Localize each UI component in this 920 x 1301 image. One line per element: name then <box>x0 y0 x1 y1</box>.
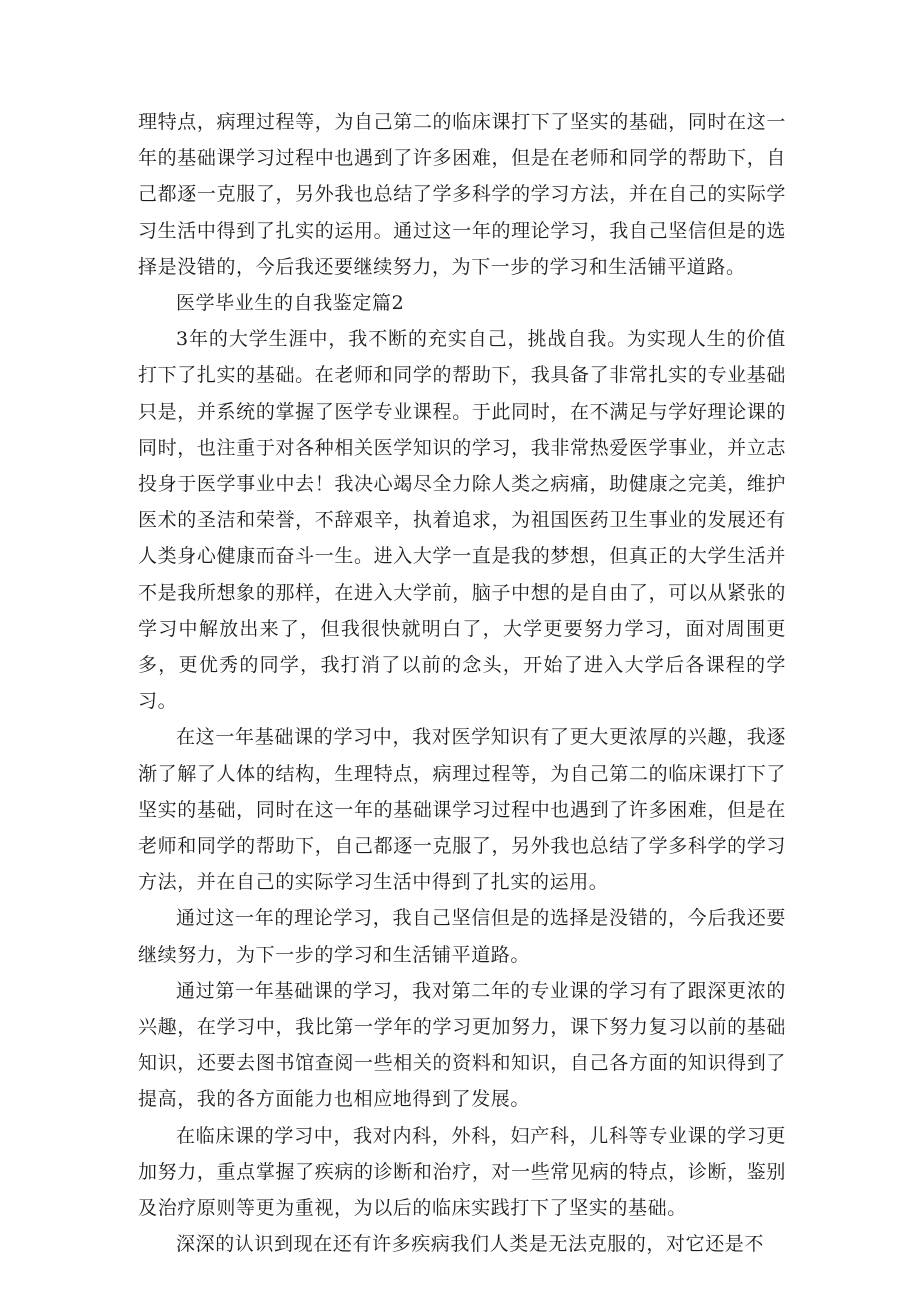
paragraph-5: 在临床课的学习中，我对内科，外科，妇产科，儿科等专业课的学习更加努力，重点掌握了疾病的诊断和治疗，对一些常见病的特点，诊断，鉴别及治疗原则等更为重视，为以后的临床实践打下了坚实的基础。 <box>138 1124 786 1220</box>
continued-paragraph: 理特点，病理过程等，为自己第二的临床课打下了坚实的基础，同时在这一年的基础课学习过程中也遇到了许多困难，但是在老师和同学的帮助下，自己都逐一克服了，另外我也总结了学多科学的学习方法，并在自己的实际学习生活中得到了扎实的运用。通过这一年的理论学习，我自己坚信但是的选择是没错的，今后我还要继续努力，为下一步的学习和生活铺平道路。 <box>138 111 786 278</box>
paragraph-2: 在这一年基础课的学习中，我对医学知识有了更大更浓厚的兴趣，我逐渐了解了人体的结构，生理特点，病理过程等，为自己第二的临床课打下了坚实的基础，同时在这一年的基础课学习过程中也遇到了许多困难，但是在老师和同学的帮助下，自己都逐一克服了，另外我也总结了学多科学的学习方法，并在自己的实际学习生活中得到了扎实的运用。 <box>138 726 786 894</box>
section-title: 医学毕业生的自我鉴定篇2 <box>176 292 405 315</box>
document-page <box>138 104 786 1263</box>
paragraph-4: 通过第一年基础课的学习，我对第二年的专业课的学习有了跟深更浓的兴趣，在学习中，我比第一学年的学习更加努力，课下努力复习以前的基础知识，还要去图书馆查阅一些相关的资料和知识，自己各方面的知识得到了提高，我的各方面能力也相应地得到了发展。 <box>138 979 786 1111</box>
paragraph-6: 深深的认识到现在还有许多疾病我们人类是无法克服的，对它还是不 <box>176 1233 765 1256</box>
paragraph-3: 通过这一年的理论学习，我自己坚信但是的选择是没错的，今后我还要继续努力，为下一步的学习和生活铺平道路。 <box>138 907 786 966</box>
paragraph-1: 3年的大学生涯中，我不断的充实自己，挑战自我。为实现人生的价值打下了扎实的基础。在老师和同学的帮助下，我具备了非常扎实的专业基础只是，并系统的掌握了医学专业课程。于此同时，在不满足与学好理论课的同时，也注重于对各种相关医学知识的学习，我非常热爱医学事业，并立志投身于医学事业中去！我决心竭尽全力除人类之病痛，助健康之完美，维护医术的圣洁和荣誉，不辞艰辛，执着追求，为祖国医药卫生事业的发展还有人类身心健康而奋斗一生。进入大学一直是我的梦想，但真正的大学生活并不是我所想象的那样，在进入大学前，脑子中想的是自由了，可以从紧张的学习中解放出来了，但我很快就明白了，大学更要努力学习，面对周围更多，更优秀的同学，我打消了以前的念头，开始了进入大学后各课程的学习。 <box>138 328 786 713</box>
